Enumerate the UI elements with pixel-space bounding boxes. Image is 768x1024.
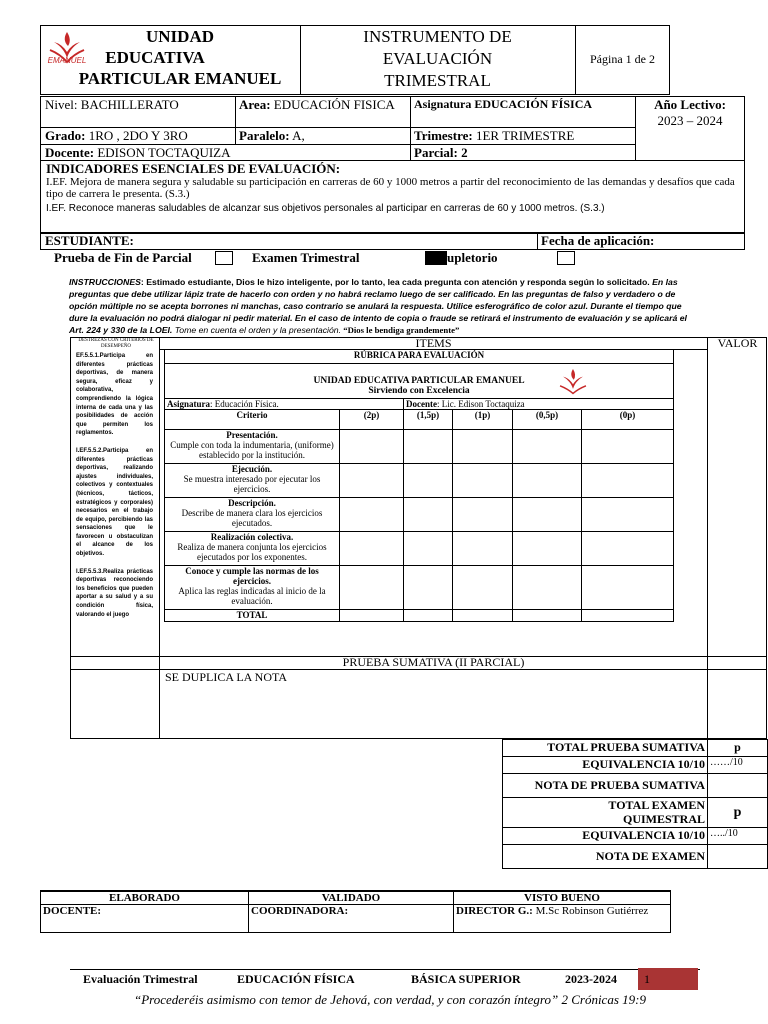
tipo-trimestral-label: Examen Trimestral	[252, 250, 360, 265]
sumativa-text: SE DUPLICA LA NOTA	[165, 670, 288, 684]
document-title: INSTRUMENTO DE EVALUACIÓN TRIMESTRAL	[363, 27, 512, 90]
anio-field: Año Lectivo: 2023 – 2024	[654, 97, 726, 128]
total-cell[interactable]	[453, 609, 513, 621]
visto-bueno-header: VISTO BUENO	[454, 891, 671, 905]
rubric-table	[164, 350, 674, 622]
score-cell[interactable]	[513, 565, 582, 609]
score-cell[interactable]	[340, 429, 404, 463]
total-cell[interactable]	[582, 609, 674, 621]
destrezas-header: DESTREZAS CON CRITERIOS DE DESEMPEÑO	[78, 338, 154, 349]
tipo-parcial-label: Prueba de Fin de Parcial	[54, 250, 192, 265]
estudiante-divider	[537, 233, 538, 250]
score-cell[interactable]	[453, 429, 513, 463]
nota-examen-label: NOTA DE EXAMEN	[503, 845, 708, 869]
score-cell[interactable]	[513, 463, 582, 497]
paralelo-field: Paralelo: A,	[239, 128, 305, 143]
total-cell[interactable]	[340, 609, 404, 621]
score-cell[interactable]	[513, 531, 582, 565]
instrucciones: INSTRUCCIONES: Estimado estudiante, Dios le hizo inteligente, por lo tanto, lea cada pregunta con atención y responda según lo solicitado. En las preguntas que debe utilizar lápiz trate de hacerlo con orden y no habrá reclamo luego de ser calificado. En las preguntas de falso y verdadero o de opción múltiple no se acepta borrones ni manchas, caso contrario se anulará la respuesta. Utilice esferográfico de color azul. Durante el tiempo que dure la evaluación no podrá dialogar ni pedir material. En el caso de intento de copia o fraude se retirará el instrumento de evaluación y se aplicará el Art. 224 y 330 de la LOEI. Tome en cuenta el orden y la presentación. “Dios le bendiga grandemente”	[69, 277, 687, 335]
score-header-0-5p: (0,5p)	[513, 409, 582, 429]
score-cell[interactable]	[453, 497, 513, 531]
score-cell[interactable]	[453, 463, 513, 497]
nivel-field: Nivel: BACHILLERATO	[45, 97, 179, 112]
indicadores-title: INDICADORES ESENCIALES DE EVALUACIÓN:	[46, 161, 341, 176]
indicadores-box	[40, 160, 745, 233]
info-col-1	[235, 96, 236, 144]
total-sumativa-value[interactable]: p	[708, 740, 768, 757]
score-cell[interactable]	[582, 531, 674, 565]
rubric-docente: Docente: Lic. Edison Toctaquiza	[404, 398, 674, 409]
estudiante-label: ESTUDIANTE:	[45, 233, 134, 248]
docente-signature[interactable]: DOCENTE:	[41, 905, 249, 933]
footer-verse: “Procederéis asimismo con temor de Jehová, con verdad, y con corazón íntegro” 2 Crónicas 19:9	[134, 992, 646, 1007]
footer-rule	[70, 969, 700, 970]
score-cell[interactable]	[404, 565, 453, 609]
total-sumativa-label: TOTAL PRUEBA SUMATIVA	[503, 740, 708, 757]
score-header-0p: (0p)	[582, 409, 674, 429]
equivalencia-1-value[interactable]: ……/10	[708, 757, 768, 774]
logo-text: EMANUEL	[47, 56, 87, 65]
asignatura-field: Asignatura EDUCACIÓN FÍSICA	[414, 97, 593, 111]
score-cell[interactable]	[404, 531, 453, 565]
score-header-1-5p: (1,5p)	[404, 409, 453, 429]
tipo-trimestral-checkbox-filled[interactable]	[425, 251, 447, 265]
score-cell[interactable]	[404, 429, 453, 463]
validado-header: VALIDADO	[249, 891, 454, 905]
nota-examen-value[interactable]	[708, 845, 768, 869]
footer-year: 2023-2024	[565, 972, 617, 986]
parcial-field: Parcial: 2	[414, 145, 468, 160]
rubric-total-label: TOTAL	[165, 609, 340, 621]
equivalencia-1-label: EQUIVALENCIA 10/10	[503, 757, 708, 774]
score-header-1p: (1p)	[453, 409, 513, 429]
tipo-supletorio-checkbox[interactable]	[557, 251, 575, 265]
score-cell[interactable]	[453, 531, 513, 565]
rubric-row: Presentación. Cumple con toda la indumentaria, (uniforme) establecido por la institución.	[165, 429, 674, 463]
total-cell[interactable]	[404, 609, 453, 621]
rubric-row: Conoce y cumple las normas de los ejercicios. Aplica las reglas indicadas al inicio de la evaluación.	[165, 565, 674, 609]
score-cell[interactable]	[582, 429, 674, 463]
destrezas-column: EF.5.5.1.Participa en diferentes prácticas deportivas, de manera segura, eficaz y colaborativa, comprendiendo la lógica interna de cada una y las posibilidades de acción que permiten los reglamentos. I.EF.5.5.2.Participa en diferentes prácticas deportivas, realizando ajustes individuales, colectivos y contextuales (técnicos, tácticos, estratégicos y corporales) necesarios en el trabajo de equipo, percibiendo las sensaciones que le favorecen u obstaculizan el alcance de los objetivos. I.EF.5.5.3.Realiza prácticas deportivas reconociendo los beneficios que pueden aportar a su salud y a su condición física, valorando el juego	[76, 353, 153, 618]
items-header: ITEMS	[415, 336, 452, 350]
totals-table	[502, 739, 768, 869]
score-cell[interactable]	[513, 497, 582, 531]
score-cell[interactable]	[453, 565, 513, 609]
tipo-supletorio-label: upletorio	[447, 250, 498, 265]
equivalencia-2-label: EQUIVALENCIA 10/10	[503, 828, 708, 845]
footer-subject: EDUCACIÓN FÍSICA	[237, 972, 355, 986]
score-cell[interactable]	[582, 497, 674, 531]
main-col-valor	[707, 337, 708, 739]
page-number-label: Página 1 de 2	[590, 52, 655, 66]
score-cell[interactable]	[513, 429, 582, 463]
total-cell[interactable]	[513, 609, 582, 621]
indicador-2: I.EF. Reconoce maneras saludables de alcanzar sus objetivos personales al participar en carreras de 60 y 1000 metros. (S.3.)	[46, 203, 605, 214]
nota-sumativa-value[interactable]	[708, 774, 768, 798]
tipo-parcial-checkbox[interactable]	[215, 251, 233, 265]
area-field: Area: EDUCACIÓN FISICA	[239, 97, 395, 112]
valor-header: VALOR	[717, 336, 758, 350]
score-cell[interactable]	[582, 565, 674, 609]
page-badge-number: 1	[644, 972, 650, 986]
docente-field: Docente: EDISON TOCTAQUIZA	[45, 145, 231, 160]
total-examen-value[interactable]: p	[708, 798, 768, 828]
elaborado-header: ELABORADO	[41, 891, 249, 905]
coordinadora-signature[interactable]: COORDINADORA:	[249, 905, 454, 933]
equivalencia-2-value[interactable]: …../10	[708, 828, 768, 845]
footer-eval: Evaluación Trimestral	[83, 972, 198, 986]
school-name: UNIDAD EDUCATIVA PARTICULAR EMANUEL	[78, 27, 282, 88]
rubric-title: RÚBRICA PARA EVALUACIÓN	[165, 350, 674, 363]
score-cell[interactable]	[340, 463, 404, 497]
criterio-header: Criterio	[165, 409, 340, 429]
grado-field: Grado: 1RO , 2DO Y 3RO	[45, 128, 188, 143]
rubric-school-cell: UNIDAD EDUCATIVA PARTICULAR EMANUEL Sirviendo con Excelencia	[165, 363, 674, 398]
rubric-logo	[551, 366, 595, 398]
score-header-2p: (2p)	[340, 409, 404, 429]
total-examen-label: TOTAL EXAMEN QUIMESTRAL	[503, 798, 708, 828]
score-cell[interactable]	[582, 463, 674, 497]
indicador-1: I.EF. Mejora de manera segura y saludable su participación en carreras de 60 y 1000 metros a partir del reconocimiento de las demandas y desafíos que cada tipo de carrera le presenta. (S.3.)	[46, 176, 735, 200]
info-col-2	[410, 96, 411, 161]
rubric-row: Realización colectiva. Realiza de manera conjunta los ejercicios ejecutados por los exponentes.	[165, 531, 674, 565]
score-cell[interactable]	[340, 497, 404, 531]
rubric-row: Descripción. Describe de manera clara los ejercicios ejecutados.	[165, 497, 674, 531]
fecha-label: Fecha de aplicación:	[541, 233, 655, 248]
rubric-row: Ejecución. Se muestra interesado por ejecutar los ejercicios.	[165, 463, 674, 497]
signatures-table	[40, 890, 671, 933]
main-col-items	[159, 337, 160, 739]
score-cell[interactable]	[404, 497, 453, 531]
director-signature[interactable]: DIRECTOR G.: M.Sc Robinson Gutiérrez	[454, 905, 671, 933]
nota-sumativa-label: NOTA DE PRUEBA SUMATIVA	[503, 774, 708, 798]
trimestre-field: Trimestre: 1ER TRIMESTRE	[414, 128, 575, 143]
rubric-asignatura: Asignatura: Educación Física.	[165, 398, 404, 409]
footer-level: BÁSICA SUPERIOR	[411, 972, 521, 986]
score-cell[interactable]	[340, 531, 404, 565]
page-badge	[638, 968, 698, 990]
sumativa-title: PRUEBA SUMATIVA (II PARCIAL)	[342, 655, 525, 669]
score-cell[interactable]	[340, 565, 404, 609]
score-cell[interactable]	[404, 463, 453, 497]
